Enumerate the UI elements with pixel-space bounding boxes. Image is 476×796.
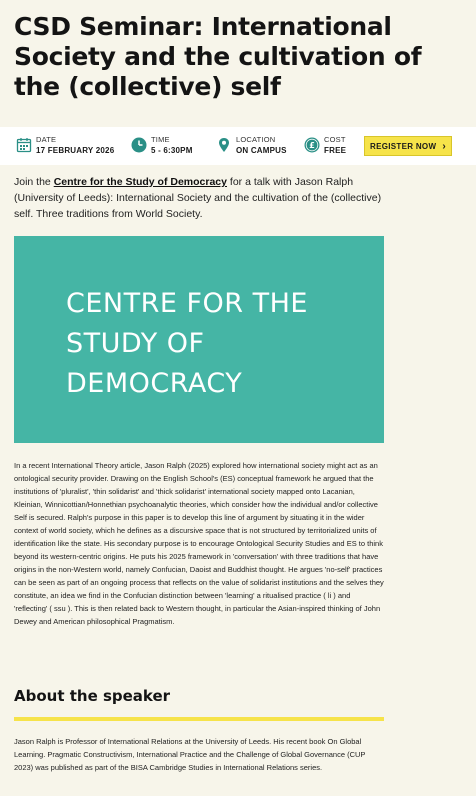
heading-underline [14,717,384,721]
location-label: LOCATION [236,135,276,144]
svg-text:£: £ [309,141,315,150]
pound-coin-icon [304,137,320,153]
register-label: REGISTER NOW [370,141,437,151]
time-label: TIME [151,135,170,144]
time-value: 5 - 6:30PM [151,146,193,155]
info-time [131,135,193,156]
calendar-icon [16,137,32,153]
location-value: ON CAMPUS [236,146,287,155]
speaker-bio: Jason Ralph is Professor of International Relations at the University of Leeds. His recent book On Global Learning. Pragmatic Constructivism, International Practice and the Challenge of Global Governance (CUP 2023) was published as part of the BISA Cambridge Studies in International Relations series. [14,737,366,772]
cost-label: COST [324,135,346,144]
banner-logo-text [66,284,308,404]
cost-value: FREE [324,146,347,155]
clock-icon [131,137,147,153]
date-value: 17 FEBRUARY 2026 [36,146,115,155]
intro-text [14,174,382,222]
banner-line-1: CENTRE FOR THE [66,288,308,319]
banner-line-2: STUDY OF [66,328,205,359]
info-location [216,135,287,156]
chevron-right-icon: › [442,140,446,152]
date-label: DATE [36,135,57,144]
centre-banner-image [14,236,384,443]
intro-before: Join the [14,176,54,188]
intro-after: for a talk with Jason Ralph (University of Leeds): International Society and the cultivation of the (collective) self. Three traditions from World Society. [14,176,382,220]
map-pin-icon [216,137,232,153]
register-button[interactable] [364,136,452,156]
speaker-heading: About the speaker [14,687,171,705]
info-cost [304,135,346,156]
info-date [16,135,114,156]
abstract-text: In a recent International Theory article, Jason Ralph (2025) explored how international society might act as an ontological security provider. Drawing on the English School's (ES) conceptual framework he argued that the institutions of 'pluralist', 'thin solidarist' and 'thick solidarist' international society mapped onto Lacanian, Kleinian, Winnicottian/Honnethian psychoanalytic theories, which consider how the individual and/or collective Self is secured. Ralph's purpose in this paper is to develop this line of argument by situating it in the wider context of world society, which he defines as a discursive space that is not structured by territorialized units of identification like the state. His secondary purpose is to encourage Ontological Security Studies and ES to think beyond its western-centric origins. He puts his 2025 framework in 'conversation' with three traditions that have origins in the non-Western world, namely Confucian, Daoist and Buddhist thought. He argues 'no-self' practices can be seen as part of an ongoing process that reflects on the value of solidarist institutions and the selves they constitute, an idea we find in the Confucian distinction between 'learning' a ritualised practice ( li ) and 'reflecting' ( ssu ). This is then related back to Western thought, in particular the Asian-inspired thinking of John Dewey and American philosophical Pragmatism. [14,461,384,626]
centre-link[interactable]: Centre for the Study of Democracy [53,176,227,188]
page-title: CSD Seminar: International Society and the cultivation of the (collective) self [14,12,422,101]
banner-line-3: DEMOCRACY [66,368,243,399]
